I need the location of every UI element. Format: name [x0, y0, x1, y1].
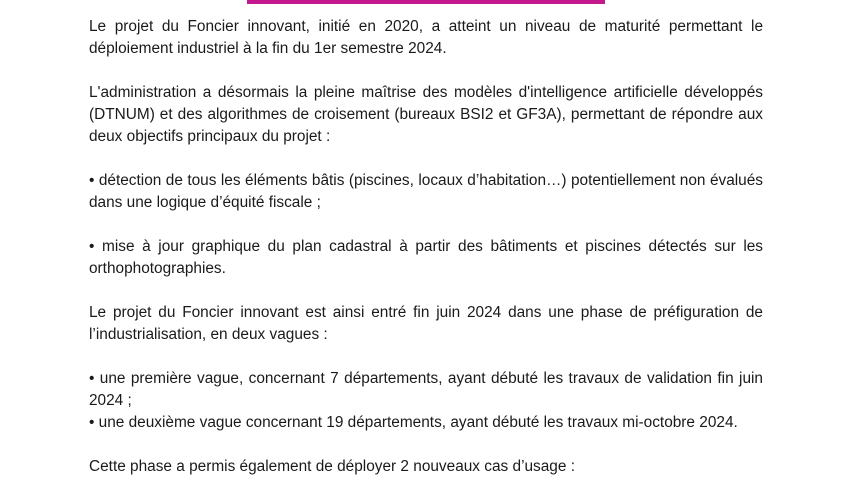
paragraph-intro: Le projet du Foncier innovant, initié en 2020, a atteint un niveau de maturité permettant le déploiement industriel à la fin du 1er semestre 2024.	[89, 18, 763, 57]
paragraph-administration: L'administration a désormais la pleine maîtrise des modèles d'intelligence artificielle développés (DTNUM) et des algorithmes de croisement (bureaux BSI2 et GF3A), permettant de répondre aux deux objectifs principaux du projet :	[89, 84, 763, 145]
paragraph-use-cases: Cette phase a permis également de déployer 2 nouveaux cas d’usage :	[89, 458, 575, 475]
document-body	[89, 16, 763, 500]
bullet-second-wave: • une deuxième vague concernant 19 départements, ayant débuté les travaux mi-octobre 2024.	[89, 414, 738, 431]
bullet-plan-update: • mise à jour graphique du plan cadastral à partir des bâtiments et piscines détectés sur les orthophotographies.	[89, 238, 763, 277]
header-accent-bar	[247, 0, 605, 4]
bullet-first-wave: • une première vague, concernant 7 départements, ayant débuté les travaux de validation fin juin 2024 ;	[89, 370, 763, 409]
paragraph-industrialisation: Le projet du Foncier innovant est ainsi entré fin juin 2024 dans une phase de préfiguration de l’industrialisation, en deux vagues :	[89, 304, 763, 343]
bullet-detection: • détection de tous les éléments bâtis (piscines, locaux d’habitation…) potentiellement non évalués dans une logique d’équité fiscale ;	[89, 172, 763, 211]
